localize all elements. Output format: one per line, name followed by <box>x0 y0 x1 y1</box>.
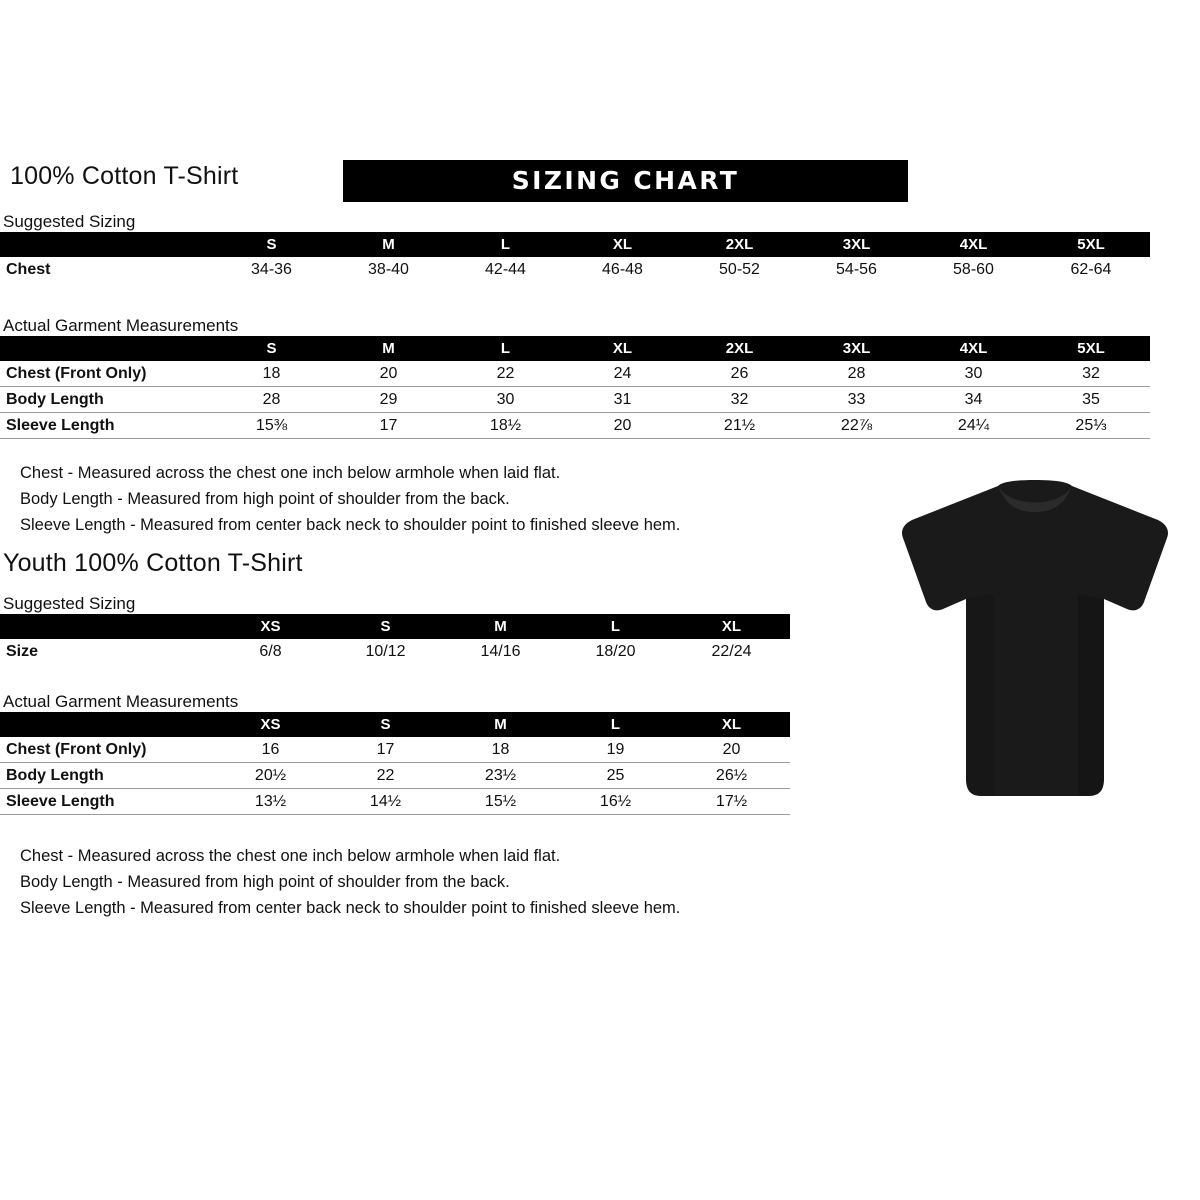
table-cell: 29 <box>330 387 447 413</box>
table-cell: 18 <box>213 361 330 387</box>
note-line: Sleeve Length - Measured from center back neck to shoulder point to finished sleeve hem. <box>20 516 681 534</box>
table-row <box>0 789 790 815</box>
youth-notes <box>20 843 680 921</box>
table-header-row <box>0 232 1150 257</box>
table-cell: 16½ <box>558 789 673 815</box>
table-cell: 10/12 <box>365 642 406 660</box>
table-cell: 6/8 <box>259 642 282 660</box>
table-cell: 20½ <box>213 763 328 789</box>
note-line: Chest - Measured across the chest one inch below armhole when laid flat. <box>20 847 561 865</box>
col-header: S <box>380 618 391 635</box>
table-row <box>0 361 1150 387</box>
table-cell: 14/16 <box>480 642 521 660</box>
table-cell: 54-56 <box>836 260 877 278</box>
table-cell: 28 <box>798 361 915 387</box>
col-header: L <box>500 236 511 253</box>
row-label: Size <box>6 642 39 660</box>
table-cell: 26½ <box>673 763 790 789</box>
table-cell: 19 <box>558 737 673 763</box>
adult-suggested-table <box>0 232 1150 282</box>
table-cell: 17 <box>330 413 447 439</box>
table-cell: 20 <box>564 413 681 439</box>
table-cell: 28 <box>213 387 330 413</box>
col-header: XS <box>260 716 281 733</box>
table-cell: 38-40 <box>368 260 409 278</box>
note-line: Body Length - Measured from high point of shoulder from the back. <box>20 873 510 891</box>
col-header <box>0 232 213 257</box>
table-cell: 42-44 <box>485 260 526 278</box>
row-label: Body Length <box>0 387 213 413</box>
table-cell: 23½ <box>443 763 558 789</box>
note-line: Body Length - Measured from high point of shoulder from the back. <box>20 490 510 508</box>
table-cell: 30 <box>915 361 1032 387</box>
table-cell: 18/20 <box>595 642 636 660</box>
youth-actual-table <box>0 712 790 815</box>
col-header: 3XL <box>842 236 871 253</box>
youth-section-title: Youth 100% Cotton T-Shirt <box>3 549 303 577</box>
table-header-row <box>0 614 790 639</box>
table-cell: 30 <box>447 387 564 413</box>
table-cell: 25⅓ <box>1032 413 1150 439</box>
table-row <box>0 413 1150 439</box>
col-header: 4XL <box>959 236 988 253</box>
table-cell: 34-36 <box>251 260 292 278</box>
note-line: Chest - Measured across the chest one inch below armhole when laid flat. <box>20 464 561 482</box>
table-row <box>0 737 790 763</box>
table-cell: 13½ <box>213 789 328 815</box>
table-cell: 62-64 <box>1070 260 1112 278</box>
table-cell: 18 <box>443 737 558 763</box>
row-label: Chest <box>6 260 51 278</box>
col-header: L <box>500 340 511 357</box>
table-cell: 20 <box>673 737 790 763</box>
col-header: 2XL <box>725 340 754 357</box>
col-header: S <box>266 236 277 253</box>
table-cell: 17½ <box>673 789 790 815</box>
col-header: 5XL <box>1077 236 1105 253</box>
table-cell: 20 <box>330 361 447 387</box>
table-cell: 22 <box>328 763 443 789</box>
table-cell: 21½ <box>681 413 798 439</box>
col-header: M <box>382 236 395 253</box>
table-cell: 15⅜ <box>213 413 330 439</box>
col-header: M <box>494 716 507 733</box>
col-header: XS <box>260 618 281 635</box>
adult-actual-table <box>0 336 1150 439</box>
tshirt-image <box>890 478 1180 808</box>
col-header: S <box>266 340 277 357</box>
table-cell: 15½ <box>443 789 558 815</box>
table-cell: 18½ <box>447 413 564 439</box>
table-cell: 14½ <box>328 789 443 815</box>
table-cell: 24¼ <box>915 413 1032 439</box>
page-title: 100% Cotton T-Shirt <box>10 162 239 190</box>
table-cell: 46-48 <box>602 260 643 278</box>
youth-suggested-table <box>0 614 790 664</box>
sizing-chart-banner <box>343 160 908 202</box>
table-cell: 31 <box>564 387 681 413</box>
row-label: Body Length <box>0 763 213 789</box>
table-cell: 32 <box>1032 361 1150 387</box>
table-cell: 58-60 <box>953 260 994 278</box>
table-cell: 25 <box>558 763 673 789</box>
table-cell: 22/24 <box>711 642 752 660</box>
col-header: L <box>610 618 621 635</box>
table-header-row <box>0 336 1150 361</box>
col-header: S <box>380 716 391 733</box>
youth-suggested-caption: Suggested Sizing <box>3 594 136 613</box>
col-header: XL <box>612 236 633 253</box>
table-cell: 22⅞ <box>798 413 915 439</box>
col-header: 4XL <box>959 340 988 357</box>
col-header: M <box>382 340 395 357</box>
table-cell: 35 <box>1032 387 1150 413</box>
table-cell: 16 <box>213 737 328 763</box>
table-row <box>0 763 790 789</box>
table-cell: 50-52 <box>719 260 760 278</box>
header <box>10 160 1190 202</box>
table-row <box>0 257 1150 282</box>
col-header: XL <box>721 716 742 733</box>
adult-suggested-caption: Suggested Sizing <box>3 212 136 231</box>
sizing-chart-banner-label: SIZING CHART <box>511 166 740 195</box>
col-header <box>0 712 213 737</box>
table-cell: 17 <box>328 737 443 763</box>
table-cell: 26 <box>681 361 798 387</box>
col-header: 2XL <box>725 236 754 253</box>
table-cell: 24 <box>564 361 681 387</box>
col-header <box>0 614 213 639</box>
row-label: Chest (Front Only) <box>0 361 213 387</box>
table-cell: 32 <box>681 387 798 413</box>
table-row <box>0 639 790 664</box>
table-row <box>0 387 1150 413</box>
adult-notes <box>20 460 680 538</box>
col-header: M <box>494 618 507 635</box>
table-cell: 33 <box>798 387 915 413</box>
row-label: Sleeve Length <box>0 789 213 815</box>
youth-actual-caption: Actual Garment Measurements <box>3 692 239 711</box>
col-header: XL <box>612 340 633 357</box>
table-cell: 34 <box>915 387 1032 413</box>
col-header <box>0 336 213 361</box>
table-header-row <box>0 712 790 737</box>
col-header: 3XL <box>842 340 871 357</box>
note-line: Sleeve Length - Measured from center back neck to shoulder point to finished sleeve hem. <box>20 899 681 917</box>
col-header: XL <box>721 618 742 635</box>
col-header: 5XL <box>1077 340 1105 357</box>
row-label: Sleeve Length <box>0 413 213 439</box>
col-header: L <box>610 716 621 733</box>
table-cell: 22 <box>447 361 564 387</box>
adult-actual-caption: Actual Garment Measurements <box>3 316 239 335</box>
row-label: Chest (Front Only) <box>0 737 213 763</box>
